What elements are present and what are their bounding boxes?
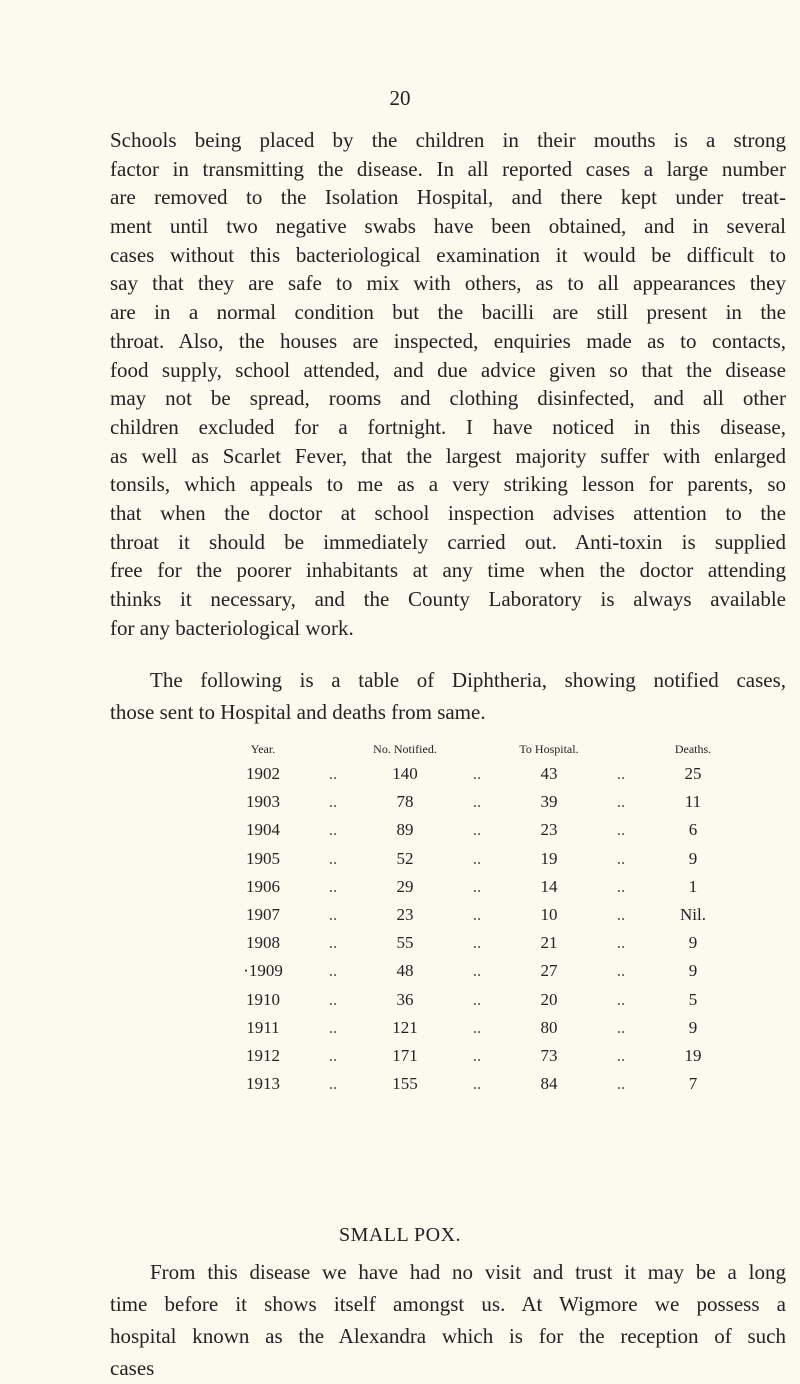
cell-deaths: Nil. [680, 905, 706, 925]
leader-dots: .. [328, 933, 338, 953]
text-line: tonsils, which appeals to me as a very striking lesson for parents, so [110, 472, 786, 497]
leader-dots: .. [328, 905, 338, 925]
text-line: that when the doctor at school inspection advises attention to the [110, 500, 786, 525]
paragraph-diphtheria-measures [110, 126, 786, 642]
table-row [228, 1042, 730, 1070]
leader-dots: .. [616, 792, 626, 812]
cell-hospital: 39 [540, 792, 558, 812]
cell-year: 1910 [246, 989, 280, 1009]
table-row [228, 957, 730, 985]
cell-deaths: 6 [688, 820, 698, 840]
table-row [228, 1014, 730, 1042]
cell-year: 1906 [246, 876, 280, 896]
leader-dots: .. [328, 989, 338, 1009]
cell-year: 1912 [246, 1045, 280, 1065]
cell-notified: 23 [396, 905, 414, 925]
leader-dots: .. [472, 820, 482, 840]
text-line: for any bacteriological work. [110, 615, 354, 640]
leader-dots: .. [616, 1045, 626, 1065]
cell-year: 1903 [246, 792, 280, 812]
text-line: those sent to Hospital and deaths from same. [110, 700, 486, 724]
cell-year: 1907 [246, 905, 280, 925]
leader-dots: .. [616, 961, 626, 981]
cell-deaths: 1 [688, 876, 698, 896]
leader-dots: .. [328, 1017, 338, 1037]
cell-year: ·1909 [243, 961, 283, 981]
text-line: may not be spread, rooms and clothing disinfected, and all other [110, 386, 786, 411]
paragraph-table-intro [110, 664, 786, 728]
table-row [228, 788, 730, 816]
cell-hospital: 43 [540, 764, 558, 784]
header-hospital: To Hospital. [519, 741, 579, 756]
cell-year: 1904 [246, 820, 280, 840]
text-line: cases without this bacteriological examination it would be difficult to [110, 242, 786, 267]
leader-dots: .. [328, 1045, 338, 1065]
text-line: thinks it necessary, and the County Laboratory is always available [110, 587, 786, 611]
page-number: 20 [389, 86, 411, 110]
leader-dots: .. [616, 876, 626, 896]
leader-dots: .. [472, 961, 482, 981]
table-row [228, 873, 730, 901]
text-line: Schools being placed by the children in their mouths is a strong [110, 128, 786, 152]
leader-dots: .. [328, 1074, 338, 1094]
leader-dots: .. [616, 905, 626, 925]
leader-dots: .. [328, 764, 338, 784]
leader-dots: .. [472, 876, 482, 896]
cell-deaths: 9 [688, 848, 698, 868]
cell-deaths: 25 [684, 764, 702, 784]
leader-dots: .. [616, 764, 626, 784]
cell-year: 1908 [246, 933, 280, 953]
header-notified: No. Notified. [373, 741, 437, 756]
cell-year: 1905 [246, 848, 280, 868]
leader-dots: .. [472, 989, 482, 1009]
cell-hospital: 19 [540, 848, 558, 868]
leader-dots: .. [472, 905, 482, 925]
cell-year: 1913 [246, 1074, 280, 1094]
text-line: The following is a table of Diphtheria, showing notified cases, [150, 668, 786, 692]
text-line: ment until two negative swabs have been obtained, and in several [110, 214, 786, 239]
text-line: cases [110, 1356, 155, 1380]
cell-hospital: 20 [540, 989, 558, 1009]
text-line: say that they are safe to mix with others, as to all appearances they [110, 271, 786, 296]
cell-deaths: 11 [684, 792, 702, 812]
text-line: From this disease we have had no visit and trust it may be a long [150, 1260, 786, 1284]
text-line: factor in transmitting the disease. In all reported cases a large number [110, 156, 786, 181]
text-line: hospital known as the Alexandra which is for the reception of such [110, 1324, 786, 1348]
leader-dots: .. [616, 1074, 626, 1094]
text-line: food supply, school attended, and due advice given so that the disease [110, 357, 786, 382]
leader-dots: .. [472, 1045, 482, 1065]
leader-dots: .. [616, 933, 626, 953]
text-line: children excluded for a fortnight. I have noticed in this disease, [110, 414, 786, 439]
cell-notified: 29 [396, 876, 414, 896]
text-line: time before it shows itself amongst us. At Wigmore we possess a [110, 1292, 786, 1316]
table-row [228, 845, 730, 873]
text-line: as well as Scarlet Fever, that the largest majority suffer with enlarged [110, 443, 786, 468]
leader-dots: .. [328, 792, 338, 812]
table-row [228, 1070, 730, 1098]
cell-hospital: 27 [540, 961, 558, 981]
section-heading-small-pox: SMALL POX. [338, 1224, 462, 1246]
diphtheria-table [228, 738, 730, 1098]
leader-dots: .. [616, 848, 626, 868]
header-spacer [586, 738, 656, 760]
cell-deaths: 9 [688, 961, 698, 981]
table-row [228, 816, 730, 844]
header-spacer [442, 738, 512, 760]
leader-dots: .. [472, 1074, 482, 1094]
leader-dots: .. [472, 764, 482, 784]
cell-year: 1911 [246, 1017, 280, 1037]
cell-notified: 78 [396, 792, 414, 812]
leader-dots: .. [472, 1017, 482, 1037]
cell-deaths: 9 [688, 1017, 698, 1037]
leader-dots: .. [472, 848, 482, 868]
paragraph-small-pox [110, 1256, 786, 1384]
header-deaths: Deaths. [674, 741, 712, 756]
leader-dots: .. [328, 848, 338, 868]
cell-hospital: 14 [540, 876, 558, 896]
cell-notified: 52 [396, 848, 414, 868]
cell-notified: 121 [392, 1017, 418, 1037]
cell-notified: 155 [392, 1074, 418, 1094]
cell-hospital: 23 [540, 820, 558, 840]
header-spacer [298, 738, 368, 760]
cell-notified: 89 [396, 820, 414, 840]
leader-dots: .. [328, 961, 338, 981]
leader-dots: .. [616, 1017, 626, 1037]
table-row [228, 760, 730, 788]
table-row [228, 929, 730, 957]
text-line: are removed to the Isolation Hospital, and there kept under treat- [110, 185, 786, 210]
header-year: Year. [250, 741, 276, 756]
table-row [228, 901, 730, 929]
leader-dots: .. [472, 792, 482, 812]
text-line: throat it should be immediately carried out. Anti-toxin is supplied [110, 529, 786, 554]
cell-notified: 48 [396, 961, 414, 981]
cell-hospital: 21 [540, 933, 558, 953]
leader-dots: .. [328, 876, 338, 896]
text-line: are in a normal condition but the bacilli are still present in the [110, 300, 786, 325]
cell-deaths: 9 [688, 933, 698, 953]
cell-notified: 171 [392, 1045, 418, 1065]
cell-notified: 140 [392, 764, 418, 784]
cell-notified: 36 [396, 989, 414, 1009]
leader-dots: .. [616, 820, 626, 840]
cell-deaths: 7 [688, 1074, 698, 1094]
table-row [228, 986, 730, 1014]
leader-dots: .. [328, 820, 338, 840]
leader-dots: .. [616, 989, 626, 1009]
text-line: throat. Also, the houses are inspected, enquiries made as to contacts, [110, 328, 786, 353]
cell-hospital: 73 [540, 1045, 558, 1065]
leader-dots: .. [472, 933, 482, 953]
cell-notified: 55 [396, 933, 414, 953]
cell-deaths: 19 [684, 1045, 702, 1065]
text-line: free for the poorer inhabitants at any time when the doctor attending [110, 558, 786, 583]
cell-deaths: 5 [688, 989, 698, 1009]
cell-year: 1902 [246, 764, 280, 784]
table-header-row [228, 738, 730, 760]
cell-hospital: 10 [540, 905, 558, 925]
cell-hospital: 84 [540, 1074, 558, 1094]
cell-hospital: 80 [540, 1017, 558, 1037]
